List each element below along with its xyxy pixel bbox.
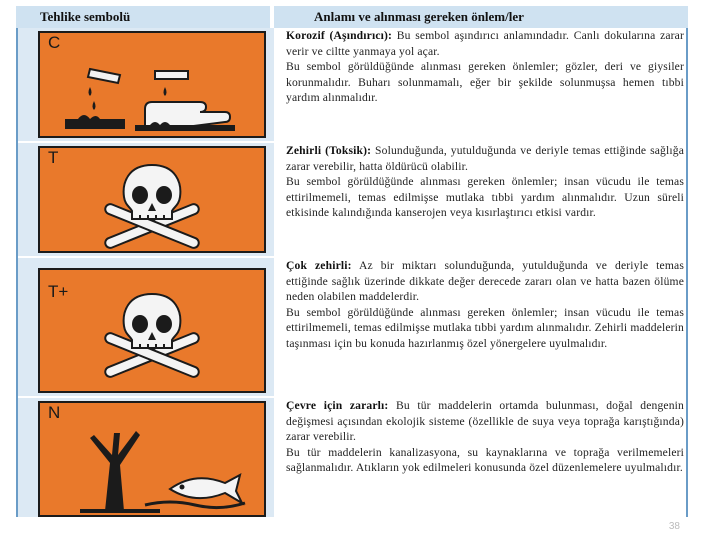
skull-crossbones-icon [92, 153, 212, 253]
table-row [18, 398, 686, 517]
symbol-code: N [48, 403, 61, 422]
description-line: Bu tür maddelerin ortamda bulunması, doğal dengenin değişmesi açısından ekolojik sisteme (özellikle de suya veya toprağa karıştığında) zarar verebilir. [286, 399, 684, 444]
header-symbol-column: Tehlike sembolü [16, 6, 272, 28]
hazard-symbol-n [38, 401, 266, 517]
description-line: Bu sembol görüldüğünde alınması gereken önlemler; insan vücudu ile temas ettirilmemeli, temas edilmişse mutlaka tıbbi yardım alınmalıdır. Uzun süreli etkisinde kalındığında kanserojen veya kısırlaştırıcı etkisi vardır. [286, 175, 684, 220]
description-line: Bu sembol aşındırıcı anlamındadır. Canlı dokularına zarar verir ve ciltte yanmaya yol açar. [286, 29, 684, 58]
hazard-title: Korozif (Aşındırıcı): [286, 29, 393, 42]
table-row [18, 258, 686, 396]
hazard-symbol-t [38, 146, 266, 253]
hazard-title: Çok zehirli: [286, 259, 352, 272]
description-line: Bu sembol görüldüğünde alınması gereken önlemler; gözler, deri ve giysiler korunmalıdır. Buharı solunmamalı, eğer bir şekilde solunmuşsa hemen tıbbi yardım alınmalıdır. [286, 60, 684, 105]
hazard-title: Çevre için zararlı: [286, 399, 389, 412]
table-row [18, 143, 686, 256]
hazard-title: Zehirli (Toksik): [286, 144, 372, 157]
description-line: Bu tür maddelerin kanalizasyona, su kaynaklarına ve toprağa verilmemeleri sağlanmalıdır. Atıkların yok edilmeleri konusunda özel düzenlemelere uyulmalıdır. [286, 445, 684, 475]
symbol-cell [18, 398, 274, 517]
table-body [16, 28, 688, 517]
symbol-cell [18, 143, 274, 256]
symbol-cell [18, 258, 274, 396]
hazard-symbol-c [38, 31, 266, 138]
table-row [18, 28, 686, 141]
hazard-symbol-t-plus [38, 268, 266, 393]
hazard-symbols-table [8, 0, 688, 517]
description-cell [286, 28, 684, 141]
description-cell [286, 143, 684, 256]
skull-crossbones-icon [92, 282, 212, 382]
description-cell [286, 398, 684, 517]
description-line: Bu sembol görüldüğünde alınması gereken önlemler; insan vücudu ile temas ettirilmemeli, temas edilmişse mutlaka tıbbi yardım alınmalıdır. Zehirli maddelerin taşınması için bu konuda hazırlanmış özel yönergelere uyulmalıdır. [286, 305, 684, 350]
description-cell [286, 258, 684, 396]
header-meaning-column: Anlamı ve alınması gereken önlem/ler [274, 6, 688, 28]
table-header [16, 6, 688, 28]
corrosive-icon [50, 57, 250, 137]
page-number: 38 [668, 521, 680, 532]
symbol-code: T [48, 148, 59, 167]
environment-hazard-icon [50, 413, 250, 513]
description-line: Az bir miktarı solunduğunda, yutulduğunda ve deriyle temas ettiğinde sağlık üzerinde dikkate değer derecede zararı olan ve hatta bazen ölüme neden olabilen maddelerdir. [286, 259, 684, 304]
symbol-code: T+ [48, 282, 69, 301]
symbol-code: C [48, 33, 61, 52]
description-line: Solunduğunda, yutulduğunda ve deriyle temas ettiğinde sağlığa zarar verebilir, hatta öldürücü olabilir. [286, 144, 684, 173]
symbol-cell [18, 28, 274, 141]
